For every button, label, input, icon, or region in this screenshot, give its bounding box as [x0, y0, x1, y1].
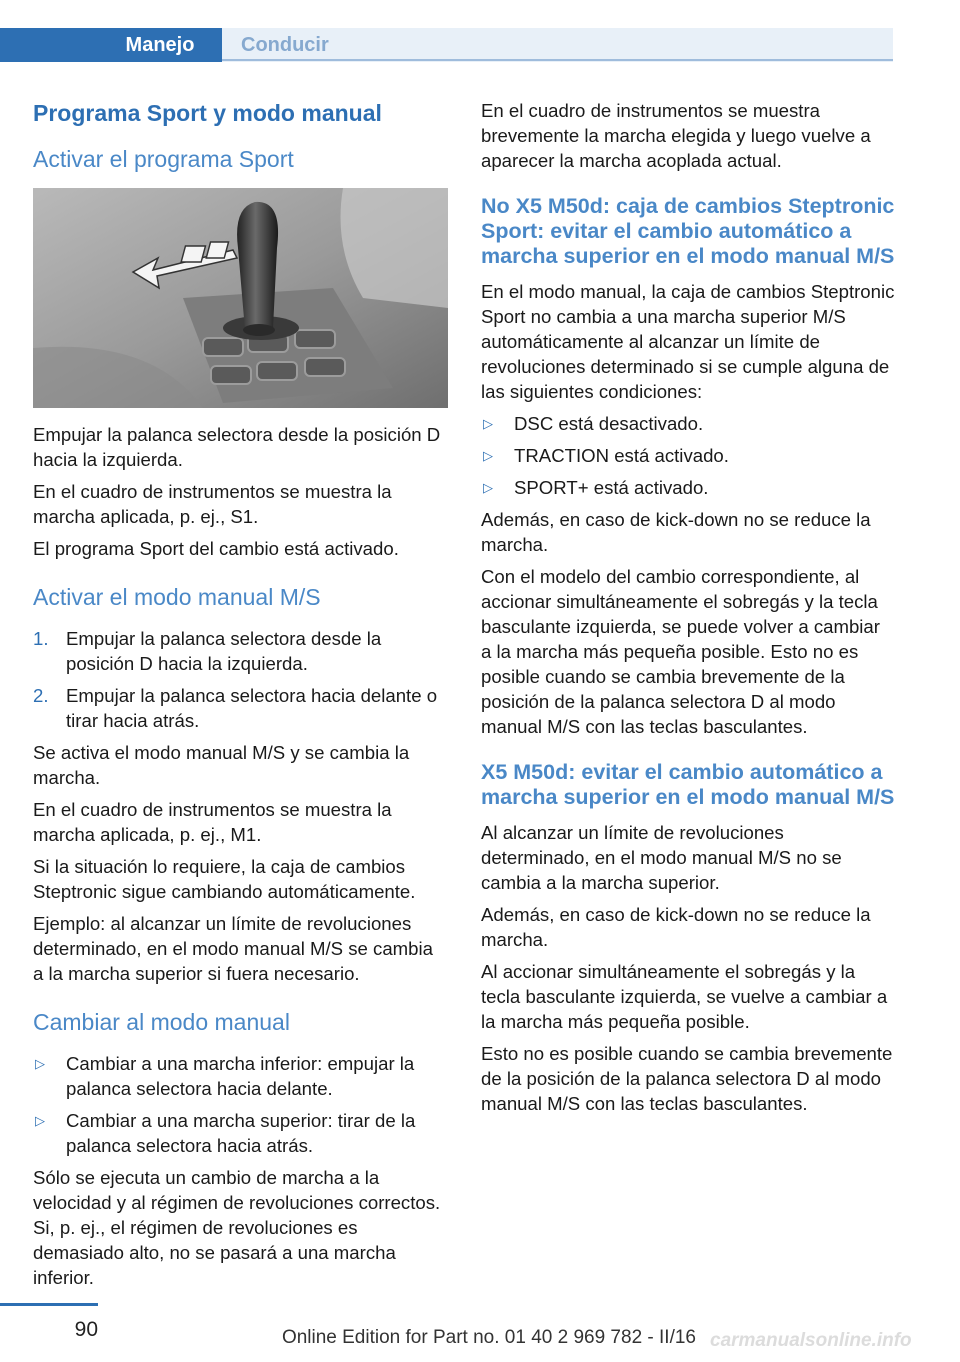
right-column — [481, 98, 895, 1123]
paragraph: Además, en caso de kick-down no se reduce la marcha. — [481, 509, 871, 555]
triangle-bullet-icon: ▷ — [35, 1113, 45, 1128]
tab-conducir[interactable]: Conducir — [222, 28, 893, 62]
watermark: carmanualsonline.info — [710, 1330, 912, 1351]
gear-selector-photo — [33, 188, 448, 408]
list-item: ▷ Cambiar a una marcha inferior: empujar la palanca selectora hacia delante. — [35, 1053, 415, 1099]
section-manual-title: Activar el modo manual M/S — [33, 584, 321, 610]
page-number: 90 — [74, 1318, 98, 1341]
paragraph: En el cuadro de instrumentos se muestra la marcha aplicada, p. ej., S1. — [33, 481, 392, 527]
paragraph: En el cuadro de instrumentos se muestra la marcha aplicada, p. ej., M1. — [33, 799, 392, 845]
paragraph: El programa Sport del cambio está activado. — [33, 538, 399, 559]
paragraph: En el modo manual, la caja de cambios Steptronic Sport no cambia a una marcha superior M/S automáticamente al alcanzar un límite de revoluciones determinado si se cumple alguna de las siguientes condiciones: — [481, 281, 895, 402]
paragraph: Si la situación lo requiere, la caja de cambios Steptronic sigue cambiando automáticamente. — [33, 856, 416, 902]
triangle-bullet-icon: ▷ — [483, 480, 493, 495]
section-x5-title: X5 M50d: evitar el cambio automático a marcha superior en el modo manual M/S — [481, 760, 895, 809]
section-change-title: Cambiar al modo manual — [33, 1009, 290, 1035]
list-item: ▷ SPORT+ está activado. — [483, 477, 709, 498]
paragraph: Esto no es posible cuando se cambia brevemente de la posición de la palanca selectora D al modo manual M/S con las teclas basculantes. — [481, 1043, 893, 1114]
paragraph: Con el modelo del cambio correspondiente, al accionar simultáneamente el sobregás y la tecla basculante izquierda, se puede volver a cambiar a la marcha más pequeña posible. Esto no es posible cuando se cambia brevemente de la posición de la palanca selectora D al modo manual M/S con las teclas basculantes. — [481, 566, 880, 737]
steps-list — [33, 626, 448, 733]
list-item: ▷ Cambiar a una marcha superior: tirar de la palanca selectora hacia atrás. — [35, 1110, 416, 1156]
paragraph: Ejemplo: al alcanzar un límite de revoluciones determinado, en el modo manual M/S se cambia a la marcha superior si fuera necesario. — [33, 913, 433, 984]
paragraph: Además, en caso de kick-down no se reduce la marcha. — [481, 904, 871, 950]
paragraph: En el cuadro de instrumentos se muestra brevemente la marcha elegida y luego vuelve a aparecer la marcha acoplada actual. — [481, 100, 871, 171]
header-tabs — [0, 28, 893, 62]
list-item: ▷ DSC está desactivado. — [483, 413, 704, 434]
paragraph: Empujar la palanca selectora desde la posición D hacia la izquierda. — [33, 424, 441, 470]
paragraph: Al accionar simultáneamente el sobregás y la tecla basculante izquierda, se vuelve a cambiar a la marcha más pequeña posible. — [481, 961, 888, 1032]
page-title: Programa Sport y modo manual — [33, 100, 382, 126]
tab-underline — [222, 59, 893, 61]
list-item: 1. Empujar la palanca selectora desde la posición D hacia la izquierda. — [33, 628, 382, 674]
bullet-list — [481, 411, 895, 500]
triangle-bullet-icon: ▷ — [35, 1056, 45, 1071]
paragraph: Se activa el modo manual M/S y se cambia la marcha. — [33, 742, 410, 788]
tab-spacer — [0, 28, 98, 62]
section-sport-title: Activar el programa Sport — [33, 146, 294, 172]
section-steptronic-title: No X5 M50d: caja de cambios Steptronic Sport: evitar el cambio automático a marcha superior en el modo manual M/S — [481, 194, 895, 268]
edition-line: Online Edition for Part no. 01 40 2 969 782 - II/16 — [281, 1327, 696, 1348]
left-column — [33, 98, 448, 1297]
footer-rule — [0, 1303, 98, 1306]
list-item: ▷ TRACTION está activado. — [483, 445, 729, 466]
paragraph: Al alcanzar un límite de revoluciones determinado, en el modo manual M/S no se cambia a la marcha superior. — [481, 822, 842, 893]
list-item: 2. Empujar la palanca selectora hacia delante o tirar hacia atrás. — [33, 685, 438, 731]
triangle-bullet-icon: ▷ — [483, 416, 493, 431]
tab-manejo[interactable]: Manejo — [98, 28, 222, 62]
paragraph: Sólo se ejecuta un cambio de marcha a la velocidad y al régimen de revoluciones correctos. Si, p. ej., el régimen de revoluciones es demasiado alto, no se pasará a una marcha inferior. — [33, 1167, 441, 1288]
bullet-list — [33, 1051, 448, 1158]
triangle-bullet-icon: ▷ — [483, 448, 493, 463]
